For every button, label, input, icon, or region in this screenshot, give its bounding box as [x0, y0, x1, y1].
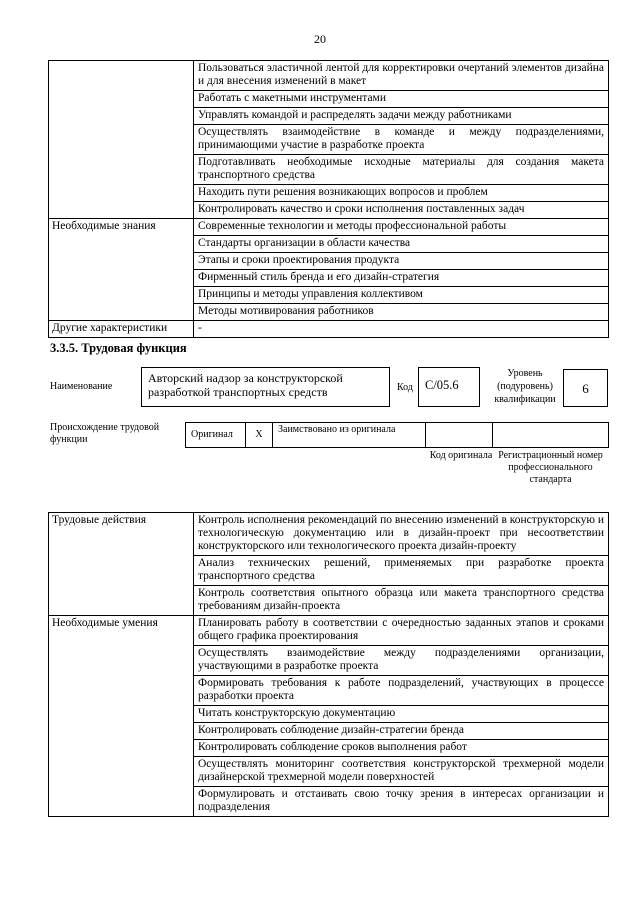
row-label: Необходимые знания	[49, 219, 194, 321]
row-text: Находить пути решения возникающих вопросов и проблем	[194, 185, 609, 202]
row-text: Формулировать и отстаивать свою точку зрения в интересах организации и подразделения	[194, 787, 609, 817]
code-original-cell	[426, 423, 493, 447]
borrowed-cell: Заимствовано из оригинала	[273, 423, 426, 447]
row-label: Необходимые умения	[49, 616, 194, 817]
row-label	[49, 61, 194, 219]
row-text: Стандарты организации в области качества	[194, 236, 609, 253]
row-text: Принципы и методы управления коллективом	[194, 287, 609, 304]
row-text: Контролировать соблюдение сроков выполнения работ	[194, 740, 609, 757]
skills-knowledge-table	[48, 60, 609, 338]
row-text: Подготавливать необходимые исходные материалы для создания макета транспортного средства	[194, 155, 609, 185]
row-text: Этапы и сроки проектирования продукта	[194, 253, 609, 270]
level-label: Уровень (подуровень) квалификации	[494, 368, 556, 405]
table-row	[49, 219, 609, 236]
original-cell: Оригинал	[186, 423, 246, 447]
row-text: Читать конструкторскую документацию	[194, 706, 609, 723]
row-text: Осуществлять мониторинг соответствия конструкторской трехмерной модели дизайнерской трехмерной модели поверхностей	[194, 757, 609, 787]
row-text: Контролировать качество и сроки исполнения поставленных задач	[194, 202, 609, 219]
row-text: Планировать работу в соответствии с очередностью заданных этапов и сроками общего графика проектирования	[194, 616, 609, 646]
row-text: Контроль соответствия опытного образца или макета транспортного средства требованиям дизайн-проекта	[194, 586, 609, 616]
row-text: Пользоваться эластичной лентой для корректировки очертаний элементов дизайна и для внесения изменений в макет	[194, 61, 609, 91]
row-text: Контроль исполнения рекомендаций по внесению изменений в конструкторскую и технологическую документацию или в дизайн-проект при несоответствии конструкторского или технологического проекта дизайн-проекту	[194, 513, 609, 556]
table-row	[49, 61, 609, 91]
row-text: Контролировать соблюдение дизайн-стратегии бренда	[194, 723, 609, 740]
function-code-box: C/05.6	[418, 367, 480, 407]
row-text: Осуществлять взаимодействие между подразделениями организации, участвующими в разработке проекта	[194, 646, 609, 676]
section-title: 3.3.5. Трудовая функция	[50, 341, 187, 355]
original-mark: X	[246, 423, 273, 447]
reg-number-caption: Регистрационный номер профессионального стандарта	[498, 450, 603, 485]
row-label: Другие характеристики	[49, 321, 194, 338]
page-number: 20	[314, 32, 326, 46]
labor-actions-table	[48, 512, 609, 817]
row-text: Формировать требования к работе подразделений, участвующих в процессе разработки проекта	[194, 676, 609, 706]
row-text: -	[194, 321, 609, 338]
code-label: Код	[397, 382, 413, 393]
origin-row	[185, 422, 609, 448]
row-text: Современные технологии и методы профессиональной работы	[194, 219, 609, 236]
name-label: Наименование	[50, 381, 113, 392]
table-row	[49, 616, 609, 646]
row-text: Анализ технических решений, применяемых при разработке проекта транспортного средства	[194, 556, 609, 586]
row-text: Управлять командой и распределять задачи между работниками	[194, 108, 609, 125]
row-text: Фирменный стиль бренда и его дизайн-стратегия	[194, 270, 609, 287]
code-original-caption: Код оригинала	[429, 450, 493, 461]
row-text: Работать с макетными инструментами	[194, 91, 609, 108]
row-text: Осуществлять взаимодействие в команде и между подразделениями, принимающими участие в разработке проекта	[194, 125, 609, 155]
row-text: Методы мотивирования работников	[194, 304, 609, 321]
level-value-box: 6	[563, 369, 608, 407]
reg-number-cell	[493, 423, 608, 447]
function-name-box: Авторский надзор за конструкторской разработкой транспортных средств	[141, 367, 390, 407]
table-row	[49, 321, 609, 338]
row-label: Трудовые действия	[49, 513, 194, 616]
origin-label: Происхождение трудовой функции	[50, 422, 160, 445]
table-row	[49, 513, 609, 556]
